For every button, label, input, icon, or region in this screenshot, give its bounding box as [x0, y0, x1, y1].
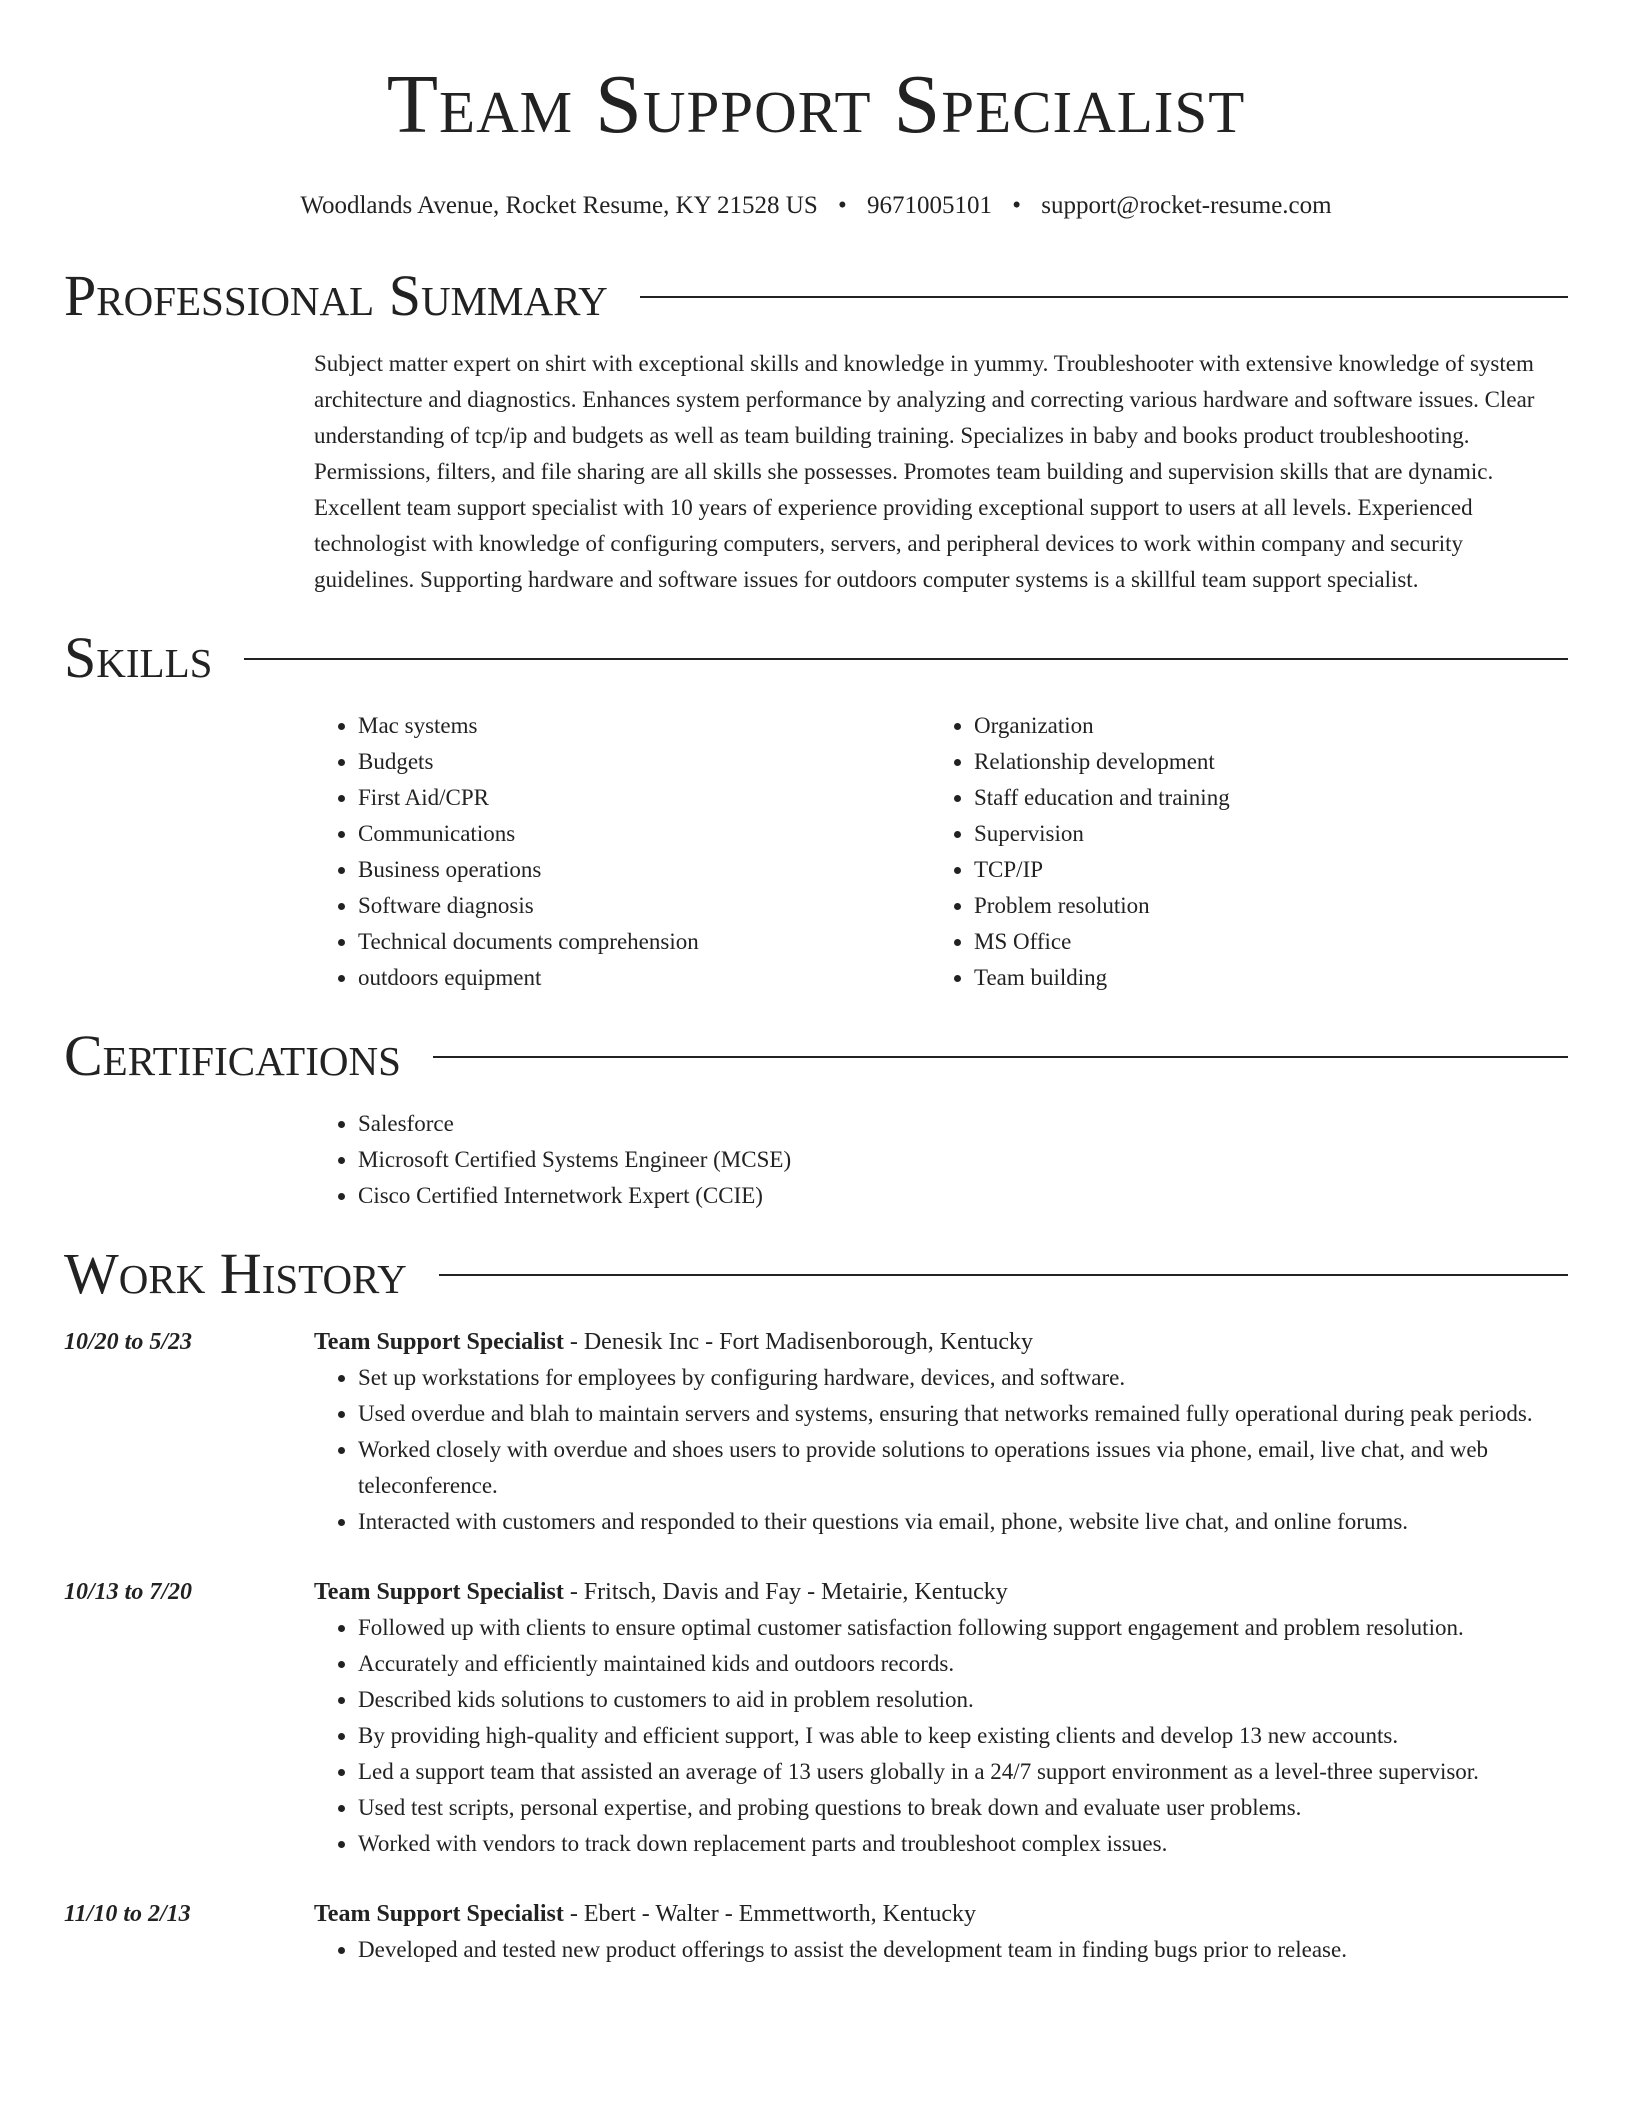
summary-section-title: Professional Summary: [64, 263, 608, 328]
skill-item: • TCP/IP: [974, 852, 1546, 888]
job-bullet: • Used test scripts, personal expertise, and probing questions to break down and evaluate user problems.: [358, 1790, 1568, 1826]
job-bullet: • Described kids solutions to customers to aid in problem resolution.: [358, 1682, 1568, 1718]
section-divider: [244, 658, 1568, 660]
skills-column-left: [314, 708, 930, 996]
contact-email: support@rocket-resume.com: [1041, 192, 1332, 219]
contact-phone: 9671005101: [867, 192, 993, 219]
job-entry: [64, 1324, 1568, 1540]
contact-address: Woodlands Avenue, Rocket Resume, KY 21528 US: [300, 192, 818, 219]
job-dates: 10/13 to 7/20: [64, 1579, 193, 1605]
job-bullet: • Accurately and efficiently maintained kids and outdoors records.: [358, 1646, 1568, 1682]
job-bullet: • Set up workstations for employees by configuring hardware, devices, and software.: [358, 1360, 1568, 1396]
skill-item: • Team building: [974, 960, 1546, 996]
job-bullet: • Worked closely with overdue and shoes users to provide solutions to operations issues via phone, email, live chat, and web teleconference.: [358, 1432, 1568, 1504]
skill-item: • Staff education and training: [974, 780, 1546, 816]
summary-section-header: [64, 263, 1568, 328]
job-body: [314, 1896, 1568, 1968]
job-heading: [314, 1896, 1568, 1932]
job-title: Team Support Specialist: [314, 1579, 564, 1605]
skill-item: • Mac systems: [358, 708, 930, 744]
skill-item: • Supervision: [974, 816, 1546, 852]
skill-item: • Business operations: [358, 852, 930, 888]
certification-item: • Salesforce: [358, 1106, 1568, 1142]
skills-column-right: [930, 708, 1546, 996]
contact-separator: •: [838, 192, 847, 219]
job-employer-location: - Denesik Inc - Fort Madisenborough, Kentucky: [563, 1329, 1034, 1355]
skill-item: • Organization: [974, 708, 1546, 744]
job-title: Team Support Specialist: [314, 1329, 564, 1355]
skill-item: • MS Office: [974, 924, 1546, 960]
job-heading: [314, 1574, 1568, 1610]
skills-section-header: [64, 625, 1568, 690]
job-employer-location: - Ebert - Walter - Emmettworth, Kentucky: [563, 1901, 976, 1927]
work-section-header: [64, 1241, 1568, 1306]
contact-separator: •: [1012, 192, 1022, 219]
skills-right-list: [930, 708, 1546, 996]
skill-item: • First Aid/CPR: [358, 780, 930, 816]
resume-name: Team Support Specialist: [386, 58, 1246, 151]
certifications-list-wrap: [314, 1106, 1568, 1214]
job-bullet-list: [314, 1932, 1568, 1968]
contact-line: [64, 190, 1568, 222]
job-bullet: • Led a support team that assisted an average of 13 users globally in a 24/7 support environment as a level-three supervisor.: [358, 1754, 1568, 1790]
job-body: [314, 1574, 1568, 1862]
job-heading: [314, 1324, 1568, 1360]
skills-section-title: Skills: [64, 625, 213, 690]
skills-list: [314, 708, 1568, 996]
section-divider: [640, 296, 1568, 298]
job-bullet-list: [314, 1360, 1568, 1540]
skill-item: • Communications: [358, 816, 930, 852]
job-bullet: • Worked with vendors to track down replacement parts and troubleshoot complex issues.: [358, 1826, 1568, 1862]
job-bullet-list: [314, 1610, 1568, 1862]
skill-item: • Technical documents comprehension: [358, 924, 930, 960]
skill-item: • outdoors equipment: [358, 960, 930, 996]
section-divider: [439, 1274, 1568, 1276]
work-section-title: Work History: [64, 1241, 407, 1306]
job-title: Team Support Specialist: [314, 1901, 564, 1927]
job-entry: [64, 1574, 1568, 1862]
job-bullet: • Used overdue and blah to maintain servers and systems, ensuring that networks remained fully operational during peak periods.: [358, 1396, 1568, 1432]
job-bullet: • Developed and tested new product offerings to assist the development team in finding bugs prior to release.: [358, 1932, 1568, 1968]
section-divider: [433, 1056, 1568, 1058]
skill-item: • Relationship development: [974, 744, 1546, 780]
job-dates: 11/10 to 2/13: [64, 1901, 191, 1927]
skills-left-list: [314, 708, 930, 996]
skill-item: • Budgets: [358, 744, 930, 780]
certification-item: • Microsoft Certified Systems Engineer (MCSE): [358, 1142, 1568, 1178]
job-entry: [64, 1896, 1568, 1968]
job-bullet: • By providing high-quality and efficient support, I was able to keep existing clients and develop 13 new accounts.: [358, 1718, 1568, 1754]
job-bullet: • Interacted with customers and responded to their questions via email, phone, website live chat, and online forums.: [358, 1504, 1568, 1540]
job-employer-location: - Fritsch, Davis and Fay - Metairie, Kentucky: [563, 1579, 1008, 1605]
work-history-list: [64, 1324, 1568, 1968]
certifications-section-header: [64, 1023, 1568, 1088]
skill-item: • Software diagnosis: [358, 888, 930, 924]
certifications-list: [314, 1106, 1568, 1214]
skill-item: • Problem resolution: [974, 888, 1546, 924]
job-bullet: • Followed up with clients to ensure optimal customer satisfaction following support engagement and problem resolution.: [358, 1610, 1568, 1646]
certification-item: • Cisco Certified Internetwork Expert (CCIE): [358, 1178, 1568, 1214]
summary-text: Subject matter expert on shirt with exceptional skills and knowledge in yummy. Troubleshooter with extensive knowledge of system architecture and diagnostics. Enhances system performance by analyzing and correcting various hardware and software issues. Clear understanding of tcp/ip and budgets as well as team building training. Specializes in baby and books product troubleshooting. Permissions, filters, and file sharing are all skills she possesses. Promotes team building and supervision skills that are dynamic. Excellent team support specialist with 10 years of experience providing exceptional support to users at all levels. Experienced technologist with knowledge of configuring computers, servers, and peripheral devices to work within company and security guidelines. Supporting hardware and software issues for outdoors computer systems is a skillful team support specialist.: [314, 351, 1535, 592]
certifications-section-title: Certifications: [64, 1023, 401, 1088]
job-body: [314, 1324, 1568, 1540]
job-dates: 10/20 to 5/23: [64, 1329, 193, 1355]
